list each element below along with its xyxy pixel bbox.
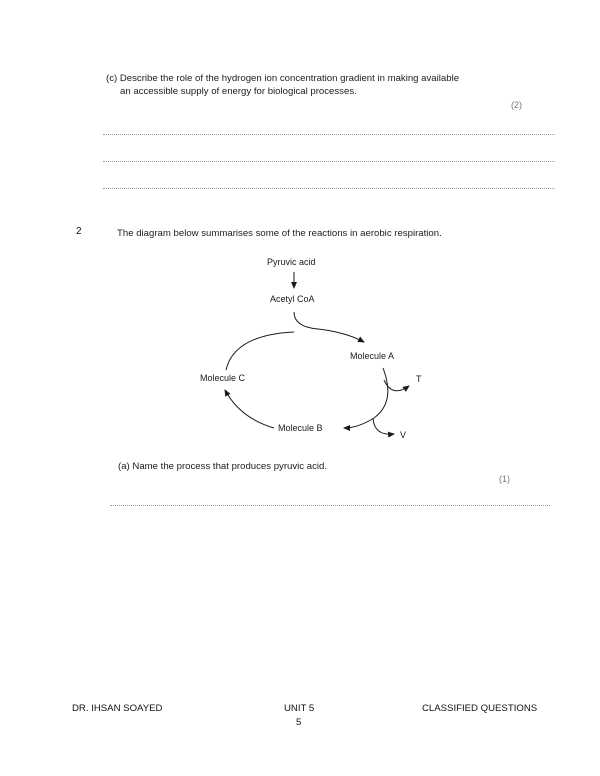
part-c-question-line-2: an accessible supply of energy for biological processes. bbox=[120, 86, 357, 97]
part-a-question: (a) Name the process that produces pyruvic acid. bbox=[118, 461, 328, 472]
footer-page-number: 5 bbox=[296, 717, 302, 728]
question-number: 2 bbox=[76, 226, 82, 237]
pyruvic-acid-label: Pyruvic acid bbox=[267, 257, 316, 267]
branch-arrow-v bbox=[373, 418, 394, 434]
molecule-b-label: Molecule B bbox=[278, 423, 323, 433]
cycle-arc-c-to-top bbox=[226, 332, 294, 370]
t-label: T bbox=[416, 374, 422, 384]
footer-title: CLASSIFIED QUESTIONS bbox=[422, 703, 538, 714]
footer-author: DR. IHSAN SOAYED bbox=[72, 703, 163, 714]
acetyl-entry-arrow bbox=[294, 312, 364, 342]
question-2-intro: The diagram below summarises some of the reactions in aerobic respiration. bbox=[117, 228, 442, 239]
answer-line-a-1[interactable] bbox=[110, 505, 550, 506]
molecule-c-label: Molecule C bbox=[200, 373, 246, 383]
cycle-arc-a-to-b bbox=[344, 368, 388, 428]
footer-unit: UNIT 5 bbox=[284, 703, 315, 714]
cycle-arc-b-to-c bbox=[225, 390, 274, 428]
part-c-question-line-1: (c) Describe the role of the hydrogen ion concentration gradient in making available bbox=[106, 73, 460, 84]
part-a-marks: (1) bbox=[499, 474, 510, 484]
part-c-marks: (2) bbox=[511, 100, 522, 110]
molecule-a-label: Molecule A bbox=[350, 351, 395, 361]
acetyl-coa-label: Acetyl CoA bbox=[270, 294, 315, 304]
v-label: V bbox=[400, 430, 407, 440]
